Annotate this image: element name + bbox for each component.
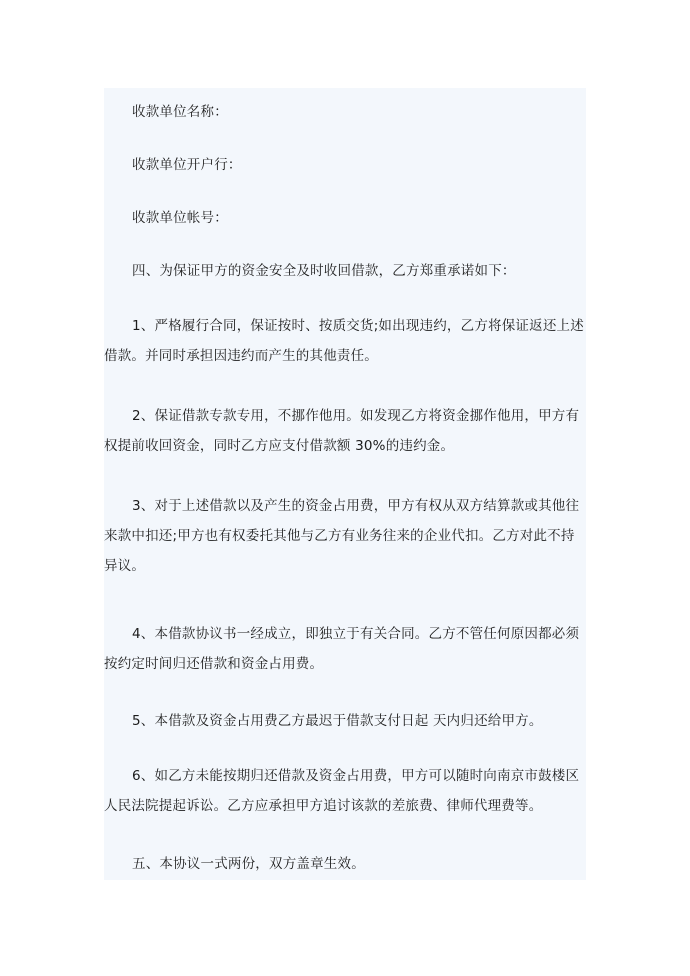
payee-account-line: 收款单位帐号： (132, 210, 228, 226)
clause-4: 4、本借款协议书一经成立，即独立于有关合同。乙方不管任何原因都必须按约定时间归还借款和资金占用费。 (104, 626, 580, 672)
clause-2: 2、保证借款专款专用，不挪作他用。如发现乙方将资金挪作他用，甲方有权提前收回资金，同时乙方应支付借款额 30%的违约金。 (104, 408, 580, 454)
clause-1: 1、严格履行合同，保证按时、按质交货;如出现违约，乙方将保证返还上述借款。并同时承担因违约而产生的其他责任。 (104, 318, 584, 364)
section-four-heading: 四、为保证甲方的资金安全及时收回借款，乙方郑重承诺如下： (132, 263, 516, 279)
clause-5: 5、本借款及资金占用费乙方最迟于借款支付日起 天内归还给甲方。 (132, 713, 543, 729)
section-five-line: 五、本协议一式两份，双方盖章生效。 (132, 856, 365, 872)
payee-name-line: 收款单位名称： (132, 104, 228, 120)
payee-bank-line: 收款单位开户行： (132, 157, 242, 173)
clause-3: 3、对于上述借款以及产生的资金占用费，甲方有权从双方结算款或其他往来款中扣还;甲方也有权委托其他与乙方有业务往来的企业代扣。乙方对此不持异议。 (104, 498, 580, 574)
clause-6: 6、如乙方未能按期归还借款及资金占用费，甲方可以随时向南京市鼓楼区人民法院提起诉讼。乙方应承担甲方追讨该款的差旅费、律师代理费等。 (104, 768, 580, 814)
